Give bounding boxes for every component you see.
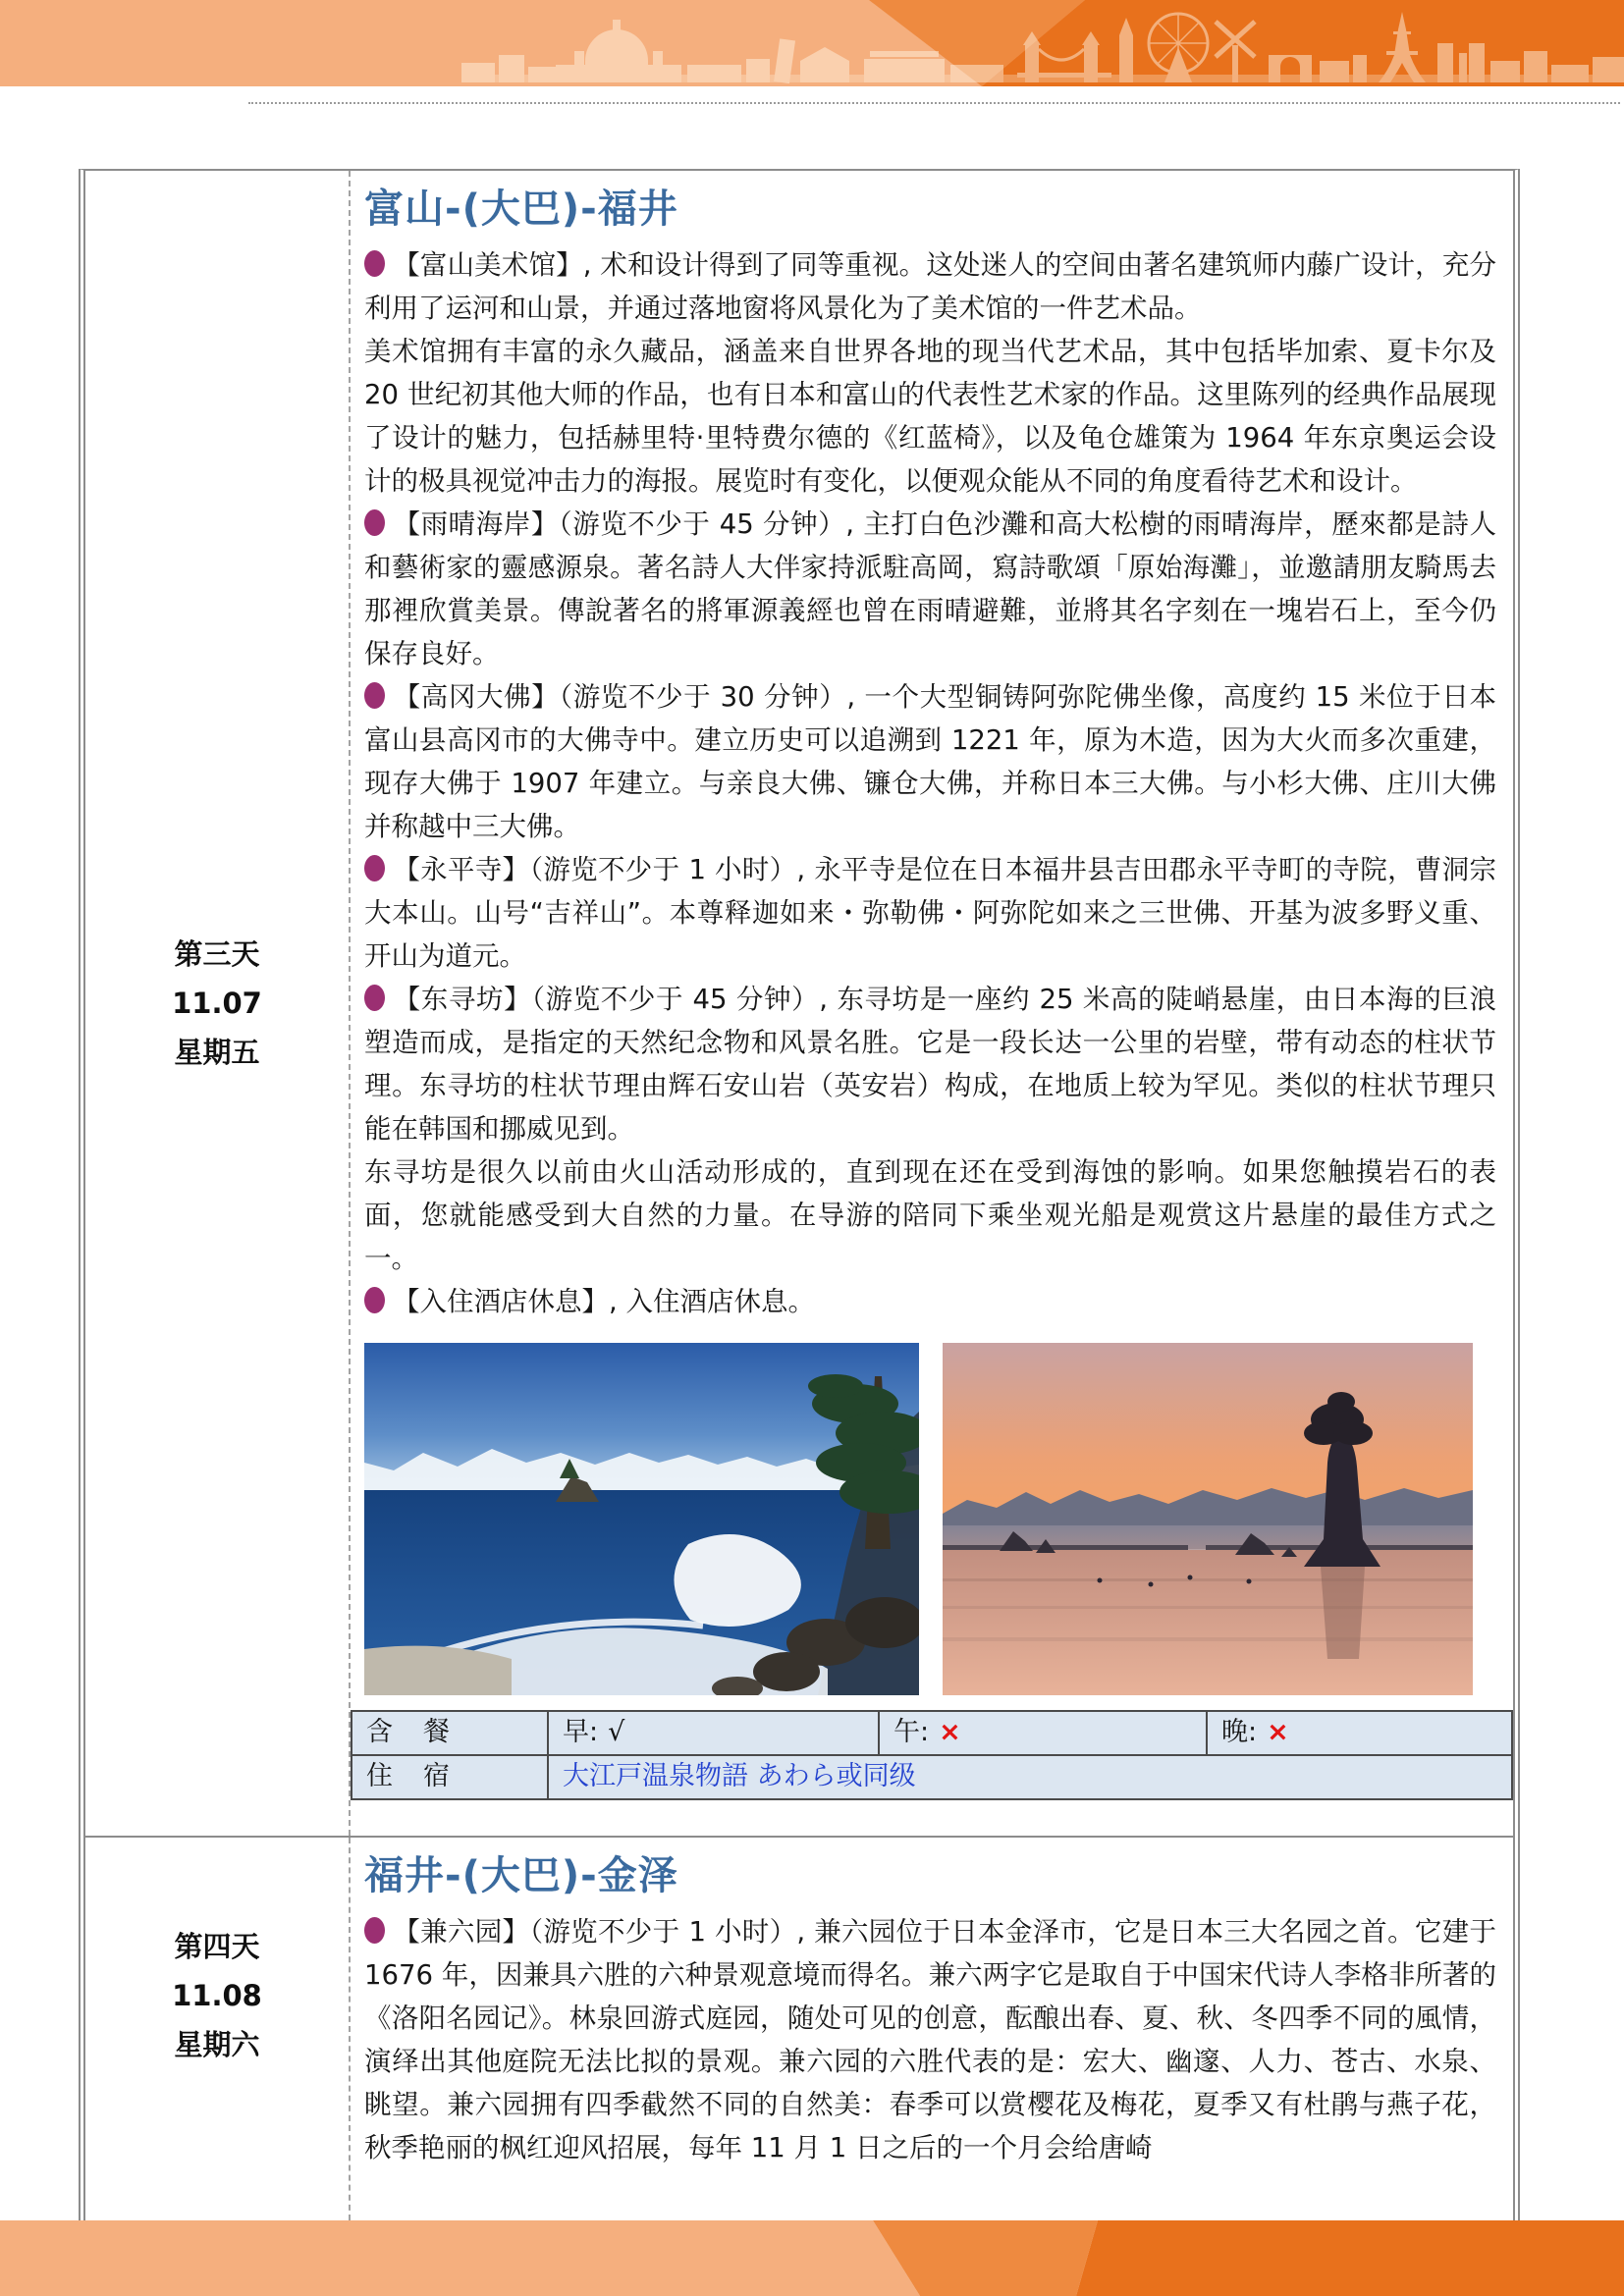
- breakfast-check-mark: √: [608, 1717, 625, 1747]
- page-header-banner: [0, 0, 1624, 86]
- day4-route-title: 福井-(大巴)-金泽: [364, 1853, 678, 1898]
- dinner-label: 晚:: [1221, 1717, 1258, 1747]
- day4-paragraphs: [351, 1910, 1513, 2169]
- paragraph-text: 【东寻坊】（游览不少于 45 分钟）, 东寻坊是一座约 25 米高的陡峭悬崖，由日本海的巨浪塑造而成，是指定的天然纪念物和风景名胜。它是一段长达一公里的岩壁，带有动态的柱状节理。东寻坊的柱状节理由辉石安山岩（英安岩）构成，在地质上较为罕见。类似的柱状节理只能在韩国和挪威见到。: [364, 984, 1496, 1145]
- day4-date-line: 11.08: [172, 1979, 262, 2012]
- itinerary-table: [79, 169, 1520, 2220]
- paragraph-text: 【高冈大佛】（游览不少于 30 分钟）, 一个大型铜铸阿弥陀佛坐像，高度约 15 米位于日本富山县高冈市的大佛寺中。建立历史可以追溯到 1221 年，原为木造，因为大火而多次重建，现存大佛于 1907 年建立。与亲良大佛、镰仓大佛，并称日本三大佛。与小杉大佛、庄川大佛并称越中三大佛。: [364, 681, 1496, 842]
- day3-content-cell: [351, 171, 1513, 1836]
- dinner-cross-mark: ×: [1267, 1717, 1289, 1747]
- itinerary-paragraph: [351, 848, 1513, 978]
- paragraph-text: 东寻坊是很久以前由火山活动形成的，直到现在还在受到海蚀的影响。如果您触摸岩石的表面，您就能感受到大自然的力量。在导游的陪同下乘坐观光船是观赏这片悬崖的最佳方式之一。: [364, 1156, 1496, 1274]
- day4-date-line: 星期六: [174, 2028, 260, 2061]
- header-divider-dotted-line: [248, 102, 1620, 104]
- bullet-icon: [364, 985, 385, 1011]
- day4-row: [85, 1838, 1513, 2220]
- paragraph-text: 【入住酒店休息】, 入住酒店休息。: [393, 1286, 815, 1317]
- itinerary-paragraph: [351, 978, 1513, 1150]
- page-footer-banner: [0, 2220, 1624, 2296]
- lodging-label-cell: 住 宿: [366, 1761, 452, 1791]
- bullet-icon: [364, 250, 385, 277]
- meals-row: [352, 1712, 1511, 1754]
- hotel-link[interactable]: 大江戸温泉物語 あわら或同级: [563, 1761, 916, 1791]
- paragraph-text: 【雨晴海岸】（游览不少于 45 分钟）, 主打白色沙灘和高大松樹的雨晴海岸，歷來都是詩人和藝術家的靈感源泉。著名詩人大伴家持派駐高岡，寫詩歌頌「原始海灘」，並邀請朋友騎馬去那裡欣賞美景。傳說著名的將軍源義經也曾在雨晴避難，並將其名字刻在一塊岩石上，至今仍保存良好。: [364, 508, 1496, 669]
- bullet-icon: [364, 509, 385, 536]
- day3-route-title: 富山-(大巴)-福井: [364, 187, 678, 232]
- day3-date-cell: [85, 171, 351, 1836]
- lunch-cross-mark: ×: [939, 1717, 961, 1747]
- paragraph-text: 【兼六园】（游览不少于 1 小时）, 兼六园位于日本金泽市，它是日本三大名园之首。它建于 1676 年，因兼具六胜的六种景观意境而得名。兼六两字它是取自于中国宋代诗人李格非所著的《洛阳名园记》。林泉回游式庭园，随处可见的创意，酝酿出春、夏、秋、冬四季不同的風情，演绎出其他庭院无法比拟的景观。兼六园的六胜代表的是：宏大、幽邃、人力、苍古、水泉、眺望。兼六园拥有四季截然不同的自然美：春季可以赏樱花及梅花，夏季又有杜鹃与燕子花，秋季艳丽的枫红迎风招展，每年 11 月 1 日之后的一个月会给唐崎: [364, 1916, 1496, 2163]
- day4-date-line: 第四天: [174, 1930, 260, 1963]
- day4-date-cell: [85, 1838, 351, 2220]
- day4-content-cell: [351, 1838, 1513, 2220]
- amaharashi-coast-sunset-photo: [943, 1343, 1473, 1695]
- day3-paragraphs: [351, 243, 1513, 1323]
- meals-lodging-table: [351, 1710, 1513, 1800]
- breakfast-cell: [547, 1712, 878, 1754]
- day3-row: [85, 171, 1513, 1838]
- itinerary-paragraph: [351, 330, 1513, 503]
- itinerary-paragraph: [351, 1910, 1513, 2169]
- meals-label-cell: 含 餐: [366, 1717, 452, 1747]
- day3-date-line: 11.07: [172, 987, 262, 1020]
- footer-band-graphic: [0, 2220, 1624, 2296]
- paragraph-text: 美术馆拥有丰富的永久藏品，涵盖来自世界各地的现当代艺术品，其中包括毕加索、夏卡尔及 20 世纪初其他大师的作品，也有日本和富山的代表性艺术家的作品。这里陈列的经典作品展现了设计的魅力，包括赫里特·里特费尔德的《红蓝椅》，以及龟仓雄策为 1964 年东京奥运会设计的极具视觉冲击力的海报。展览时有变化，以便观众能从不同的角度看待艺术和设计。: [364, 336, 1496, 497]
- bullet-icon: [364, 1917, 385, 1944]
- bullet-icon: [364, 1287, 385, 1313]
- paragraph-text: 【永平寺】（游览不少于 1 小时）, 永平寺是位在日本福井县吉田郡永平寺町的寺院，曹洞宗大本山。山号“吉祥山”。本尊释迦如来・弥勒佛・阿弥陀如来之三世佛、开基为波多野义重、开山为道元。: [364, 854, 1496, 972]
- world-landmarks-skyline-graphic: [0, 0, 1624, 86]
- itinerary-paragraph: [351, 1280, 1513, 1323]
- amaharashi-coast-day-photo: [364, 1343, 919, 1695]
- lunch-cell: [878, 1712, 1206, 1754]
- itinerary-paragraph: [351, 503, 1513, 675]
- lunch-label: 午:: [893, 1717, 930, 1747]
- day3-photos: [364, 1343, 1513, 1695]
- itinerary-paragraph: [351, 1150, 1513, 1280]
- breakfast-label: 早:: [563, 1717, 599, 1747]
- day3-date-line: 星期五: [174, 1036, 260, 1069]
- itinerary-paragraph: [351, 243, 1513, 330]
- lodging-value-cell: [547, 1756, 1511, 1798]
- dinner-cell: [1206, 1712, 1511, 1754]
- lodging-row: [352, 1754, 1511, 1798]
- day3-date-line: 第三天: [174, 937, 260, 971]
- itinerary-paragraph: [351, 675, 1513, 848]
- bullet-icon: [364, 682, 385, 709]
- paragraph-text: 【富山美术馆】, 术和设计得到了同等重视。这处迷人的空间由著名建筑师内藤广设计，充分利用了运河和山景，并通过落地窗将风景化为了美术馆的一件艺术品。: [364, 249, 1496, 324]
- bullet-icon: [364, 855, 385, 881]
